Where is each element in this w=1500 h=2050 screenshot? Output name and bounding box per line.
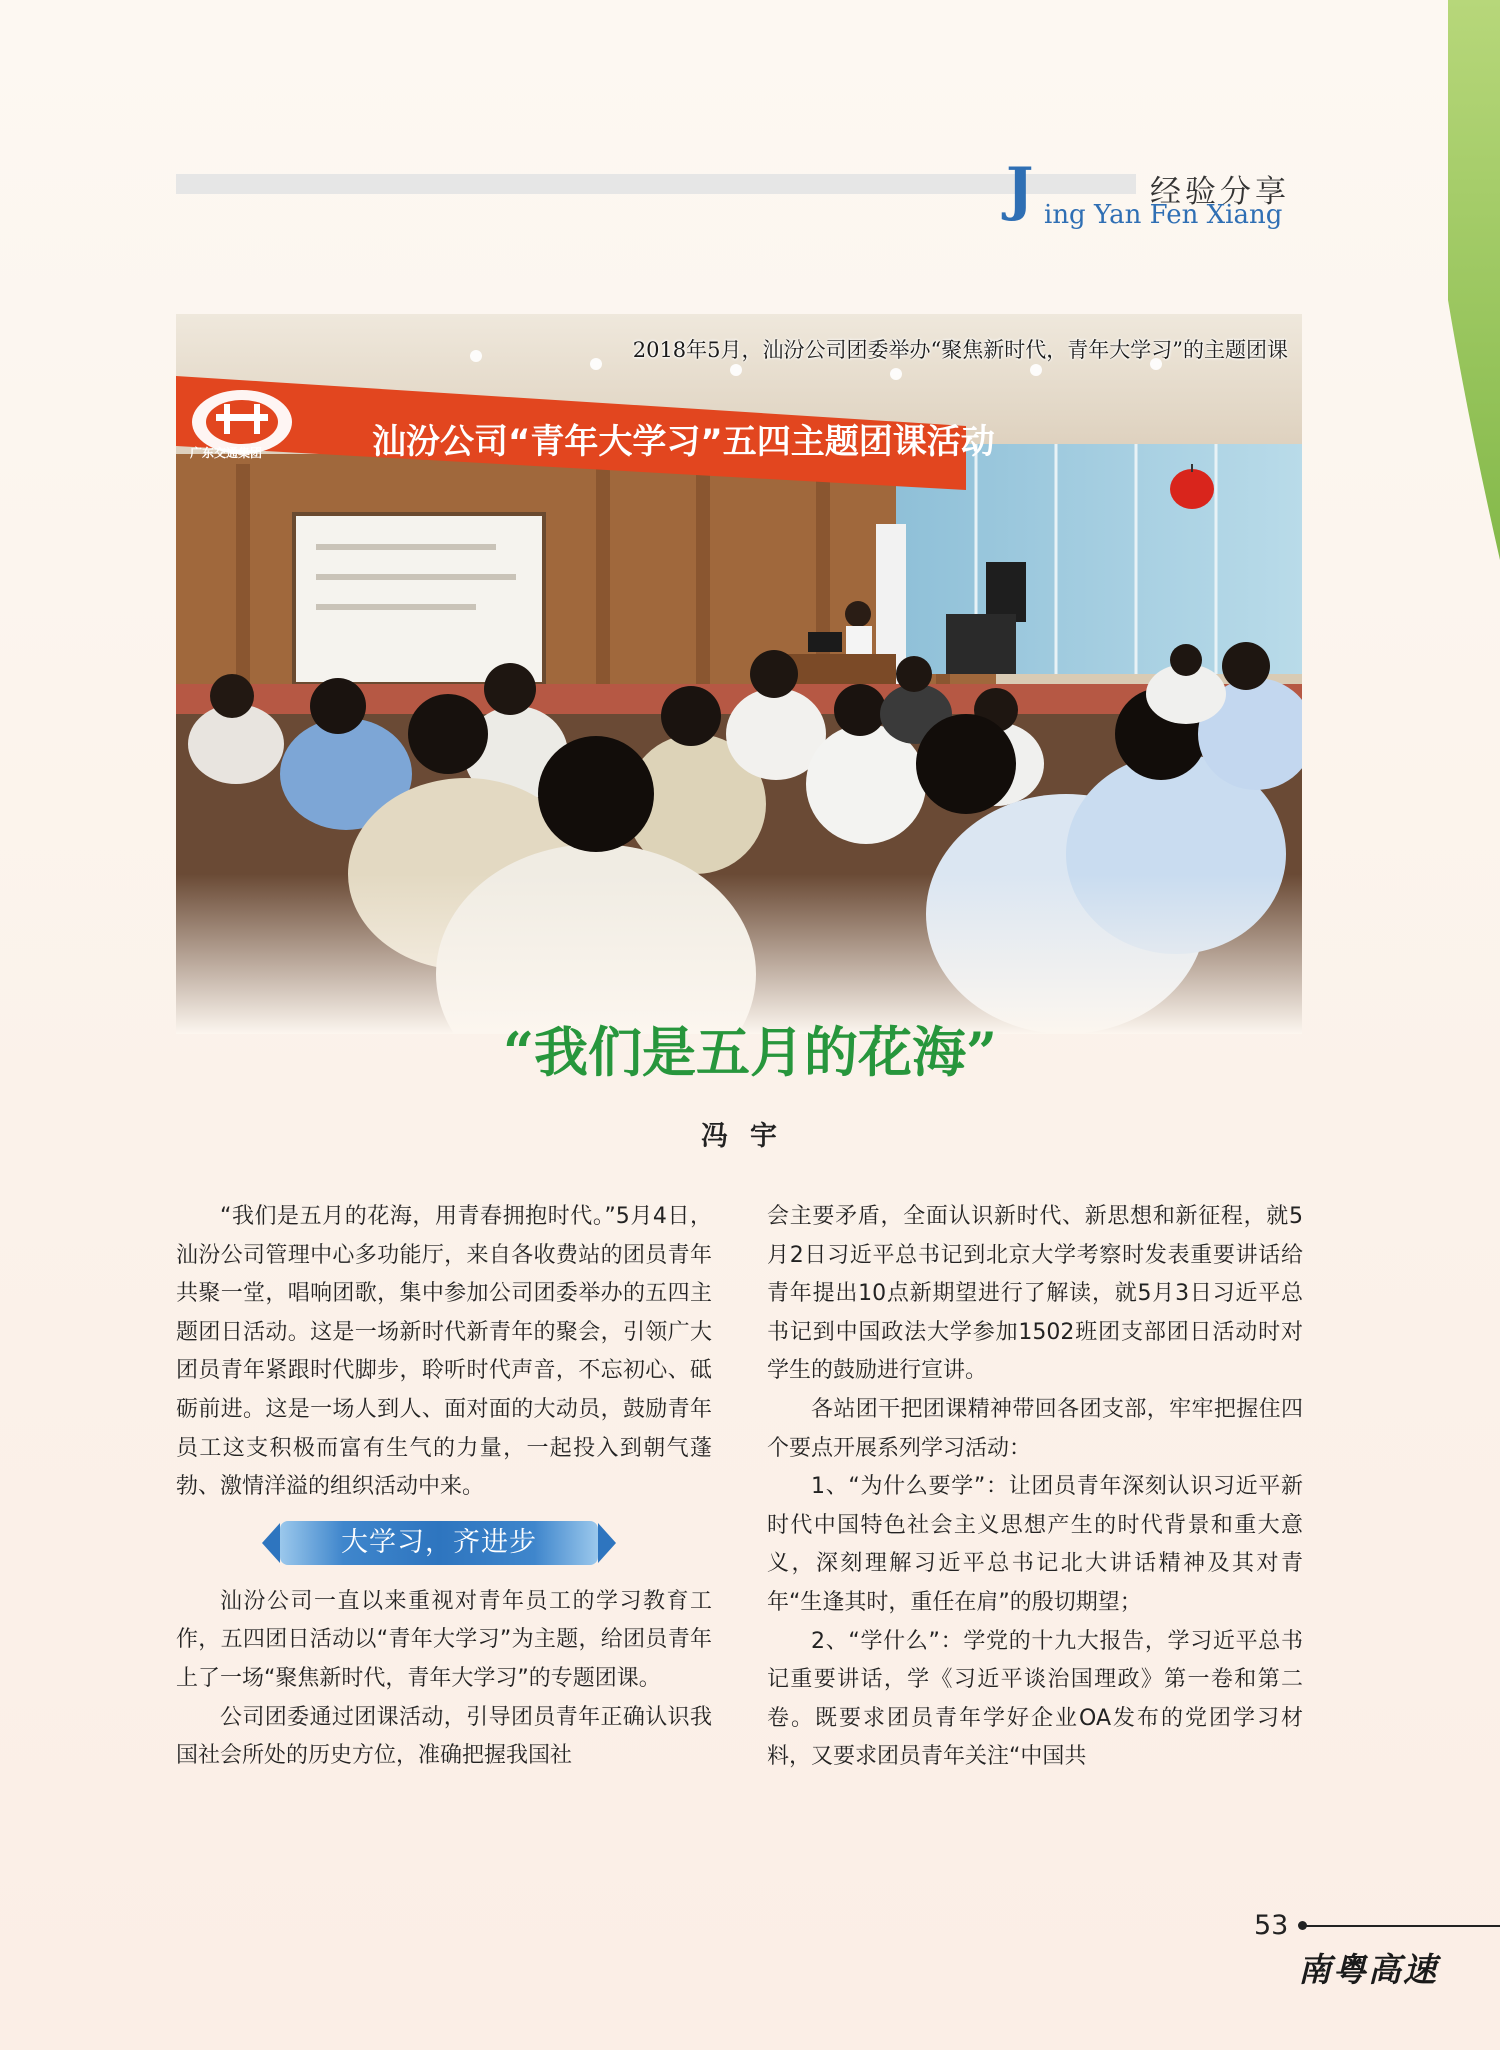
paragraph: 汕汾公司一直以来重视对青年员工的学习教育工作，五四团日活动以“青年大学习”为主题，给团员青年上了一场“聚焦新时代，青年大学习”的专题团课。 xyxy=(176,1588,712,1691)
paragraph-continued: 会主要矛盾，全面认识新时代、新思想和新征程，就5月2日习近平总书记到北京大学考察时发表重要讲话给青年提出10点新期望进行了解读，就5月3日习近平总书记到中国政法大学参加1502班团支部团日活动时对学生的鼓励进行宣讲。 xyxy=(767,1204,1303,1384)
chevron-left-icon xyxy=(262,1523,280,1563)
page-number: 53 xyxy=(1254,1910,1289,1941)
left-column xyxy=(176,1198,712,1776)
paragraph: “我们是五月的花海，用青春拥抱时代。”5月4日，汕汾公司管理中心多功能厅，来自各收费站的团员青年共聚一堂，唱响团歌，集中参加公司团委举办的五四主题团日活动。这是一场新时代新青年的聚会，引领广大团员青年紧跟时代脚步，聆听时代声音，不忘初心、砥砺前进。这是一场人到人、面对面的大动员，鼓励青年员工这支积极而富有生气的力量，一起投入到朝气蓬勃、激情洋溢的组织活动中来。 xyxy=(176,1204,712,1500)
section-title-cn: 经验分享 xyxy=(1150,174,1290,210)
paragraph: 各站团干把团课精神带回各团支部，牢牢把握住四个要点开展系列学习活动： xyxy=(767,1396,1303,1461)
event-photo xyxy=(176,314,1302,1034)
article-author: 冯宇 xyxy=(701,1121,799,1152)
chevron-right-icon xyxy=(598,1523,616,1563)
header-rule xyxy=(176,174,1136,194)
banner-logo-text: 广东交通集团 xyxy=(190,446,263,460)
article-title: “我们是五月的花海” xyxy=(502,1020,998,1084)
section-heading-text: 大学习，齐进步 xyxy=(280,1521,598,1565)
section-initial-letter: J xyxy=(1006,155,1034,223)
paragraph: 1、“为什么要学”：让团员青年深刻认识习近平新时代中国特色社会主义思想产生的时代背景和重大意义，深刻理解习近平总书记北大讲话精神及其对青年“生逢其时，重任在肩”的殷切期望； xyxy=(767,1474,1303,1615)
section-title-pinyin: ing Yan Fen Xiang xyxy=(1044,200,1283,230)
magazine-brand-logo: 南粤高速 xyxy=(1298,1950,1438,1989)
right-column xyxy=(767,1198,1303,1777)
photo-caption: 2018年5月，汕汾公司团委举办“聚焦新时代，青年大学习”的主题团课 xyxy=(632,338,1288,362)
section-heading-badge xyxy=(176,1517,712,1571)
paragraph: 公司团委通过团课活动，引导团员青年正确认识我国社会所处的历史方位，准确把握我国社 xyxy=(176,1704,712,1769)
paragraph: 2、“学什么”：学党的十九大报告，学习近平总书记重要讲话，学《习近平谈治国理政》第一卷和第二卷。既要求团员青年学好企业OA发布的党团学习材料，又要求团员青年关注“中国共 xyxy=(767,1628,1303,1770)
banner-text: 汕汾公司“青年大学习”五四主题团课活动 xyxy=(372,422,995,462)
footer-rule xyxy=(1305,1925,1500,1927)
green-ribbon-decoration xyxy=(1448,0,1500,560)
